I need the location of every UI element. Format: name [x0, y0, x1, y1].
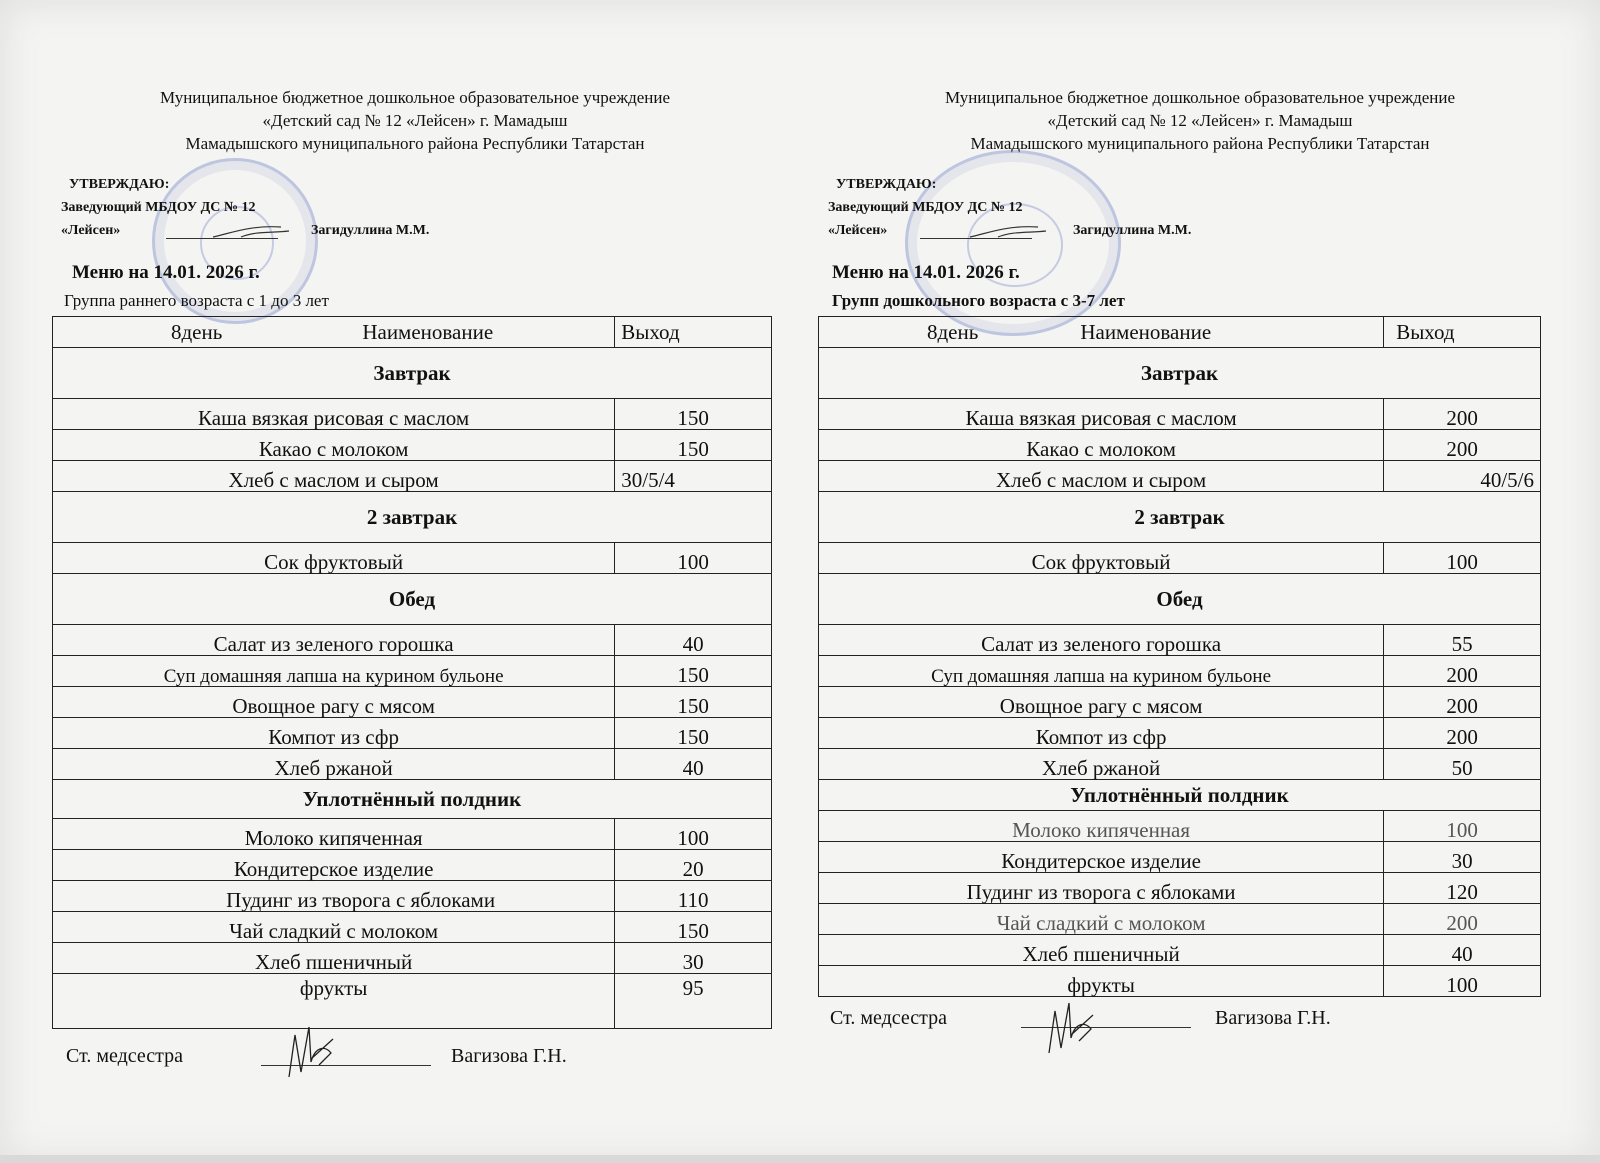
- table-row: [53, 461, 772, 492]
- dish-name: Хлеб пшеничный: [819, 935, 1384, 966]
- header-line-1: Муниципальное бюджетное дошкольное образовательное учреждение: [945, 88, 1455, 107]
- section-row: [53, 492, 772, 543]
- nurse-label: Ст. медсестра: [66, 1045, 183, 1067]
- dish-yield: 20: [615, 850, 772, 881]
- dish-yield: 120: [1384, 873, 1541, 904]
- table-row: [819, 842, 1541, 873]
- table-row: [53, 430, 772, 461]
- dish-yield: 100: [615, 819, 772, 850]
- dish-name: Каша вязкая рисовая с маслом: [53, 399, 615, 430]
- table-row: [819, 718, 1541, 749]
- approval-position: Заведующий МБДОУ ДС № 12: [828, 200, 1023, 215]
- header-line-2: «Детский сад № 12 «Лейсен» г. Мамадыш: [1047, 111, 1353, 130]
- dish-name: Кондитерское изделие: [53, 850, 615, 881]
- dish-name: фрукты: [819, 966, 1384, 997]
- dish-name: Сок фруктовый: [819, 543, 1384, 574]
- dish-name: Молоко кипяченная: [53, 819, 615, 850]
- header-line-3: Мамадышского муниципального района Республики Татарстан: [185, 134, 645, 153]
- menu-title: Меню на 14.01. 2026 г.: [832, 262, 1020, 283]
- header-yield: Выход: [615, 317, 772, 348]
- table-row: [53, 656, 772, 687]
- section-row: [819, 780, 1541, 811]
- header-line-1: Муниципальное бюджетное дошкольное образовательное учреждение: [160, 88, 670, 107]
- dish-yield: 150: [615, 718, 772, 749]
- dish-name: Хлеб с маслом и сыром: [53, 461, 615, 492]
- table-row: [53, 943, 772, 974]
- nurse-signature: [1021, 1007, 1191, 1030]
- table-row: [819, 749, 1541, 780]
- header-day: 8день: [927, 319, 979, 344]
- dish-yield: 200: [1384, 656, 1541, 687]
- dish-yield: 40: [615, 749, 772, 780]
- approval-title: УТВЕРЖДАЮ:: [69, 177, 170, 192]
- nurse-handwritten-signature: [281, 1017, 341, 1087]
- section-lunch: Обед: [819, 574, 1541, 625]
- section-snack: Уплотнённый полдник: [819, 780, 1541, 811]
- section-breakfast: Завтрак: [53, 348, 772, 399]
- dish-name: Овощное рагу с мясом: [819, 687, 1384, 718]
- approval-block: [61, 173, 430, 242]
- dish-yield: 150: [615, 912, 772, 943]
- table-row: [53, 625, 772, 656]
- approval-org: «Лейсен»: [828, 223, 888, 238]
- dish-name: Сок фруктовый: [53, 543, 615, 574]
- section-row: [819, 492, 1541, 543]
- dish-yield: 200: [1384, 399, 1541, 430]
- dish-name: Какао с молоком: [53, 430, 615, 461]
- nurse-name: Вагизова Г.Н.: [1215, 1007, 1331, 1029]
- dish-name: Овощное рагу с мясом: [53, 687, 615, 718]
- table-row: [53, 718, 772, 749]
- table-row: [819, 399, 1541, 430]
- dish-name: Салат из зеленого горошка: [819, 625, 1384, 656]
- table-row: [53, 687, 772, 718]
- table-row: [819, 904, 1541, 935]
- institution-header: [830, 86, 1570, 155]
- table-row: [819, 543, 1541, 574]
- dish-yield: 100: [1384, 811, 1541, 842]
- table-row: [53, 912, 772, 943]
- dish-yield: 100: [1384, 543, 1541, 574]
- table-row: [819, 873, 1541, 904]
- section-lunch: Обед: [53, 574, 772, 625]
- approval-name: Загидуллина М.М.: [311, 223, 430, 238]
- menu-title: Меню на 14.01. 2026 г.: [72, 262, 260, 283]
- section-breakfast-2: 2 завтрак: [819, 492, 1541, 543]
- dish-name: фрукты: [53, 974, 615, 1029]
- dish-yield: 30: [615, 943, 772, 974]
- nurse-label: Ст. медсестра: [830, 1007, 947, 1029]
- approval-title: УТВЕРЖДАЮ:: [836, 177, 937, 192]
- table-row: [819, 625, 1541, 656]
- dish-yield: 50: [1384, 749, 1541, 780]
- dish-name: Пудинг из творога с яблоками: [53, 881, 615, 912]
- table-row: [819, 461, 1541, 492]
- age-group: Группа раннего возраста с 1 до 3 лет: [64, 291, 329, 310]
- table-header-row: [53, 317, 772, 348]
- approval-org: «Лейсен»: [61, 223, 121, 238]
- dish-name: Молоко кипяченная: [819, 811, 1384, 842]
- director-signature: [211, 221, 291, 243]
- approval-position: Заведующий МБДОУ ДС № 12: [61, 200, 256, 215]
- nurse-signature-block: [830, 1007, 1331, 1030]
- dish-yield: 150: [615, 656, 772, 687]
- dish-yield: 100: [615, 543, 772, 574]
- dish-yield: 40: [615, 625, 772, 656]
- dish-yield: 95: [615, 974, 772, 1029]
- dish-yield: 55: [1384, 625, 1541, 656]
- approval-block: [828, 173, 1192, 242]
- dish-yield: 150: [615, 430, 772, 461]
- dish-yield: 200: [1384, 687, 1541, 718]
- section-breakfast-2: 2 завтрак: [53, 492, 772, 543]
- section-breakfast: Завтрак: [819, 348, 1541, 399]
- menu-table: [52, 316, 772, 1029]
- table-row: [819, 430, 1541, 461]
- nurse-handwritten-signature: [1041, 993, 1101, 1063]
- header-name-cell: [819, 317, 1384, 348]
- table-row: [53, 974, 772, 1029]
- table-row: [53, 819, 772, 850]
- dish-name: Кондитерское изделие: [819, 842, 1384, 873]
- dish-yield: 30/5/4: [615, 461, 772, 492]
- header-day: 8день: [171, 319, 223, 344]
- header-yield: Выход: [1384, 317, 1541, 348]
- header-name: Наименование: [362, 319, 494, 344]
- header-line-2: «Детский сад № 12 «Лейсен» г. Мамадыш: [262, 111, 568, 130]
- dish-yield: 150: [615, 399, 772, 430]
- dish-name: Хлеб ржаной: [53, 749, 615, 780]
- dish-yield: 30: [1384, 842, 1541, 873]
- dish-yield: 40: [1384, 935, 1541, 966]
- table-row: [819, 656, 1541, 687]
- nurse-signature: [261, 1045, 431, 1068]
- dish-yield: 110: [615, 881, 772, 912]
- table-row: [819, 966, 1541, 997]
- dish-yield: 200: [1384, 904, 1541, 935]
- table-header-row: [819, 317, 1541, 348]
- table-row: [53, 399, 772, 430]
- dish-name: Компот из сфр: [819, 718, 1384, 749]
- scan-bottom-edge: [0, 1155, 1600, 1163]
- dish-name: Хлеб ржаной: [819, 749, 1384, 780]
- header-name-cell: [53, 317, 615, 348]
- menu-table: [818, 316, 1541, 997]
- dish-name: Хлеб пшеничный: [53, 943, 615, 974]
- dish-yield: 200: [1384, 430, 1541, 461]
- table-row: [53, 881, 772, 912]
- dish-name: Пудинг из творога с яблоками: [819, 873, 1384, 904]
- dish-name: Чай сладкий с молоком: [819, 904, 1384, 935]
- director-signature: [968, 221, 1048, 243]
- dish-name: Суп домашняя лапша на курином бульоне: [53, 656, 615, 687]
- institution-header: [45, 86, 785, 155]
- section-row: [53, 348, 772, 399]
- dish-yield: 150: [615, 687, 772, 718]
- table-row: [819, 687, 1541, 718]
- dish-name: Суп домашняя лапша на курином бульоне: [819, 656, 1384, 687]
- dish-name: Компот из сфр: [53, 718, 615, 749]
- nurse-name: Вагизова Г.Н.: [451, 1045, 567, 1067]
- dish-name: Хлеб с маслом и сыром: [819, 461, 1384, 492]
- dish-yield: 40/5/6: [1384, 461, 1541, 492]
- table-row: [819, 935, 1541, 966]
- dish-name: Какао с молоком: [819, 430, 1384, 461]
- table-row: [53, 543, 772, 574]
- header-line-3: Мамадышского муниципального района Республики Татарстан: [970, 134, 1430, 153]
- section-row: [819, 574, 1541, 625]
- age-group: Групп дошкольного возраста с 3-7 лет: [832, 291, 1125, 310]
- table-row: [819, 811, 1541, 842]
- dish-yield: 200: [1384, 718, 1541, 749]
- dish-yield: 100: [1384, 966, 1541, 997]
- approval-name: Загидуллина М.М.: [1073, 223, 1192, 238]
- section-row: [53, 574, 772, 625]
- table-row: [53, 850, 772, 881]
- section-row: [819, 348, 1541, 399]
- nurse-signature-block: [66, 1045, 567, 1068]
- dish-name: Салат из зеленого горошка: [53, 625, 615, 656]
- dish-name: Каша вязкая рисовая с маслом: [819, 399, 1384, 430]
- header-name: Наименование: [1080, 319, 1212, 344]
- section-row: [53, 780, 772, 819]
- section-snack: Уплотнённый полдник: [53, 780, 772, 819]
- menu-sheet-preschool: [800, 0, 1600, 1163]
- table-row: [53, 749, 772, 780]
- dish-name: Чай сладкий с молоком: [53, 912, 615, 943]
